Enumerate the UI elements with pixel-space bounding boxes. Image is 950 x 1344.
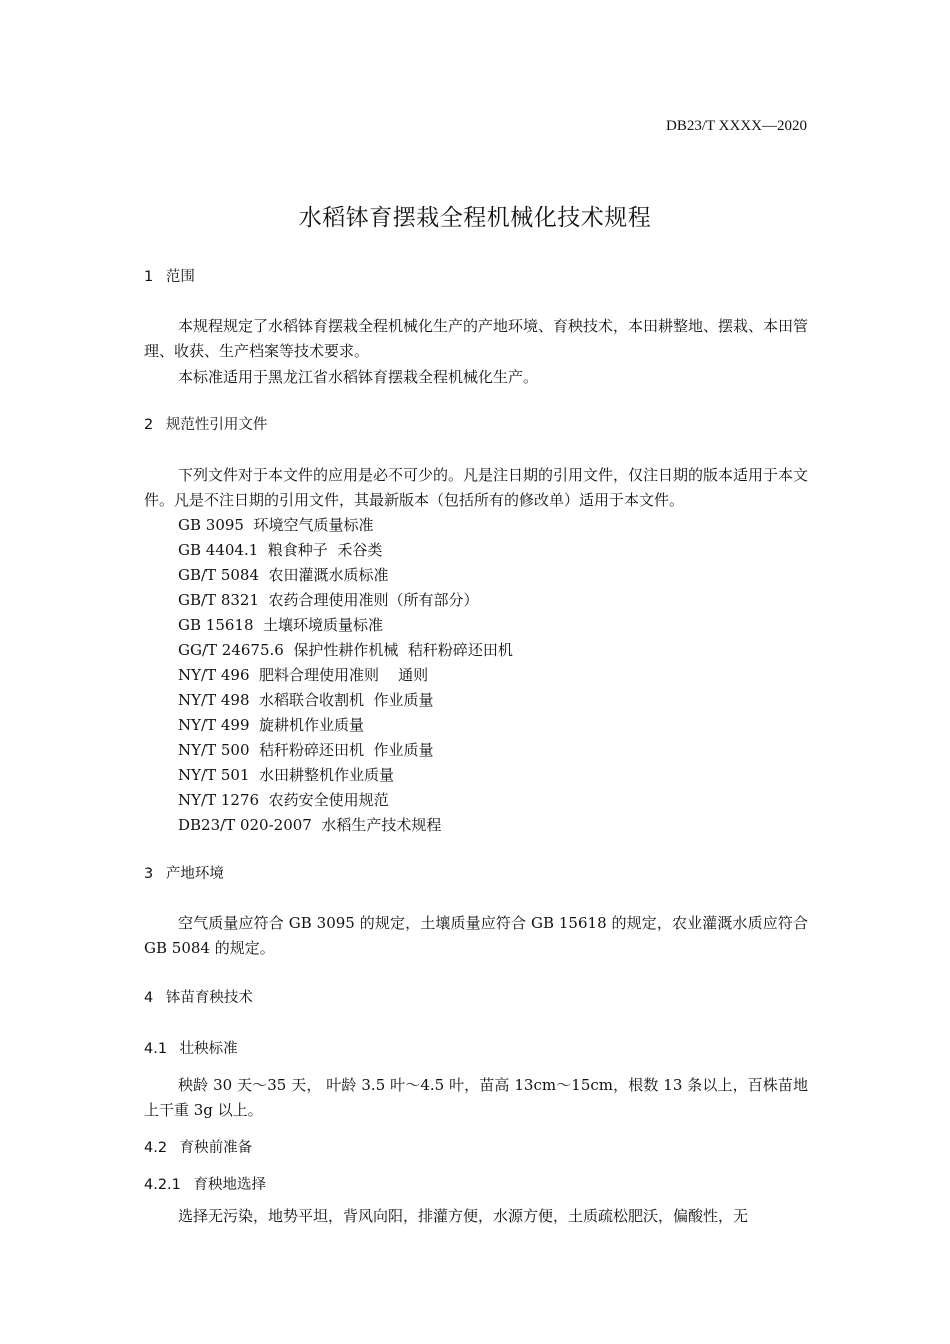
section-number: 1 xyxy=(144,269,154,285)
section-4-2-1-paragraph-1: 选择无污染，地势平坦，背风向阳，排灌方便，水源方便，土质疏松肥沃，偏酸性，无 xyxy=(178,1207,749,1225)
section-3-heading xyxy=(144,863,808,885)
section-number: 3 xyxy=(144,866,154,882)
reference-item: NY/T 498 水稻联合收割机 作业质量 xyxy=(178,691,434,709)
section-4-1-heading xyxy=(144,1038,808,1060)
reference-item: GB 15618 土壤环境质量标准 xyxy=(178,616,384,634)
reference-item: NY/T 496 肥料合理使用准则 通则 xyxy=(178,666,429,684)
section-1-heading xyxy=(144,266,808,288)
document-title: 水稻钵育摆栽全程机械化技术规程 xyxy=(298,205,652,231)
section-1-paragraph-1: 本规程规定了水稻钵育摆栽全程机械化生产的产地环境、育秧技术，本田耕整地、摆栽、本田管理、收获、生产档案等技术要求。 xyxy=(144,317,809,360)
section-number: 4.2.1 xyxy=(144,1177,181,1193)
section-title: 钵苗育秧技术 xyxy=(165,990,253,1006)
section-number: 2 xyxy=(144,417,154,433)
reference-item: DB23/T 020-2007 水稻生产技术规程 xyxy=(178,816,442,834)
section-title: 育秧前准备 xyxy=(179,1140,253,1156)
section-title: 产地环境 xyxy=(165,866,224,882)
reference-item: GB 3095 环境空气质量标准 xyxy=(178,516,374,534)
section-4-heading xyxy=(144,987,808,1009)
reference-item: NY/T 1276 农药安全使用规范 xyxy=(178,791,389,809)
reference-item: GB 4404.1 粮食种子 禾谷类 xyxy=(178,541,383,559)
section-4-1-paragraph-1: 秧龄 30 天～35 天， 叶龄 3.5 叶～4.5 叶，苗高 13cm～15cm，根数 13 条以上，百株苗地上干重 3g 以上。 xyxy=(144,1076,808,1119)
document-code: DB23/T XXXX—2020 xyxy=(666,118,807,134)
section-number: 4.1 xyxy=(144,1041,168,1057)
section-4-2-1-heading xyxy=(144,1174,808,1196)
reference-item: NY/T 501 水田耕整机作业质量 xyxy=(178,766,395,784)
reference-item: GB/T 5084 农田灌溉水质标准 xyxy=(178,566,389,584)
reference-item: GG/T 24675.6 保护性耕作机械 秸秆粉碎还田机 xyxy=(178,641,513,659)
section-2-heading xyxy=(144,414,808,436)
reference-item: NY/T 500 秸秆粉碎还田机 作业质量 xyxy=(178,741,434,759)
reference-item: GB/T 8321 农药合理使用准则（所有部分） xyxy=(178,591,479,609)
section-4-2-heading xyxy=(144,1137,808,1159)
section-2-paragraph-1: 下列文件对于本文件的应用是必不可少的。凡是注日期的引用文件，仅注日期的版本适用于本文件。凡是不注日期的引用文件，其最新版本（包括所有的修改单）适用于本文件。 xyxy=(144,466,809,509)
section-number: 4 xyxy=(144,990,154,1006)
section-title: 壮秧标准 xyxy=(179,1041,238,1057)
section-title: 育秧地选择 xyxy=(193,1177,267,1193)
normative-reference-list xyxy=(178,513,513,838)
section-title: 范围 xyxy=(165,269,195,285)
section-3-paragraph-1: 空气质量应符合 GB 3095 的规定，土壤质量应符合 GB 15618 的规定，农业灌溉水质应符合 GB 5084 的规定。 xyxy=(144,914,808,957)
section-title: 规范性引用文件 xyxy=(165,417,268,433)
reference-item: NY/T 499 旋耕机作业质量 xyxy=(178,716,365,734)
section-1-paragraph-2: 本标准适用于黑龙江省水稻钵育摆栽全程机械化生产。 xyxy=(178,368,539,386)
section-number: 4.2 xyxy=(144,1140,168,1156)
